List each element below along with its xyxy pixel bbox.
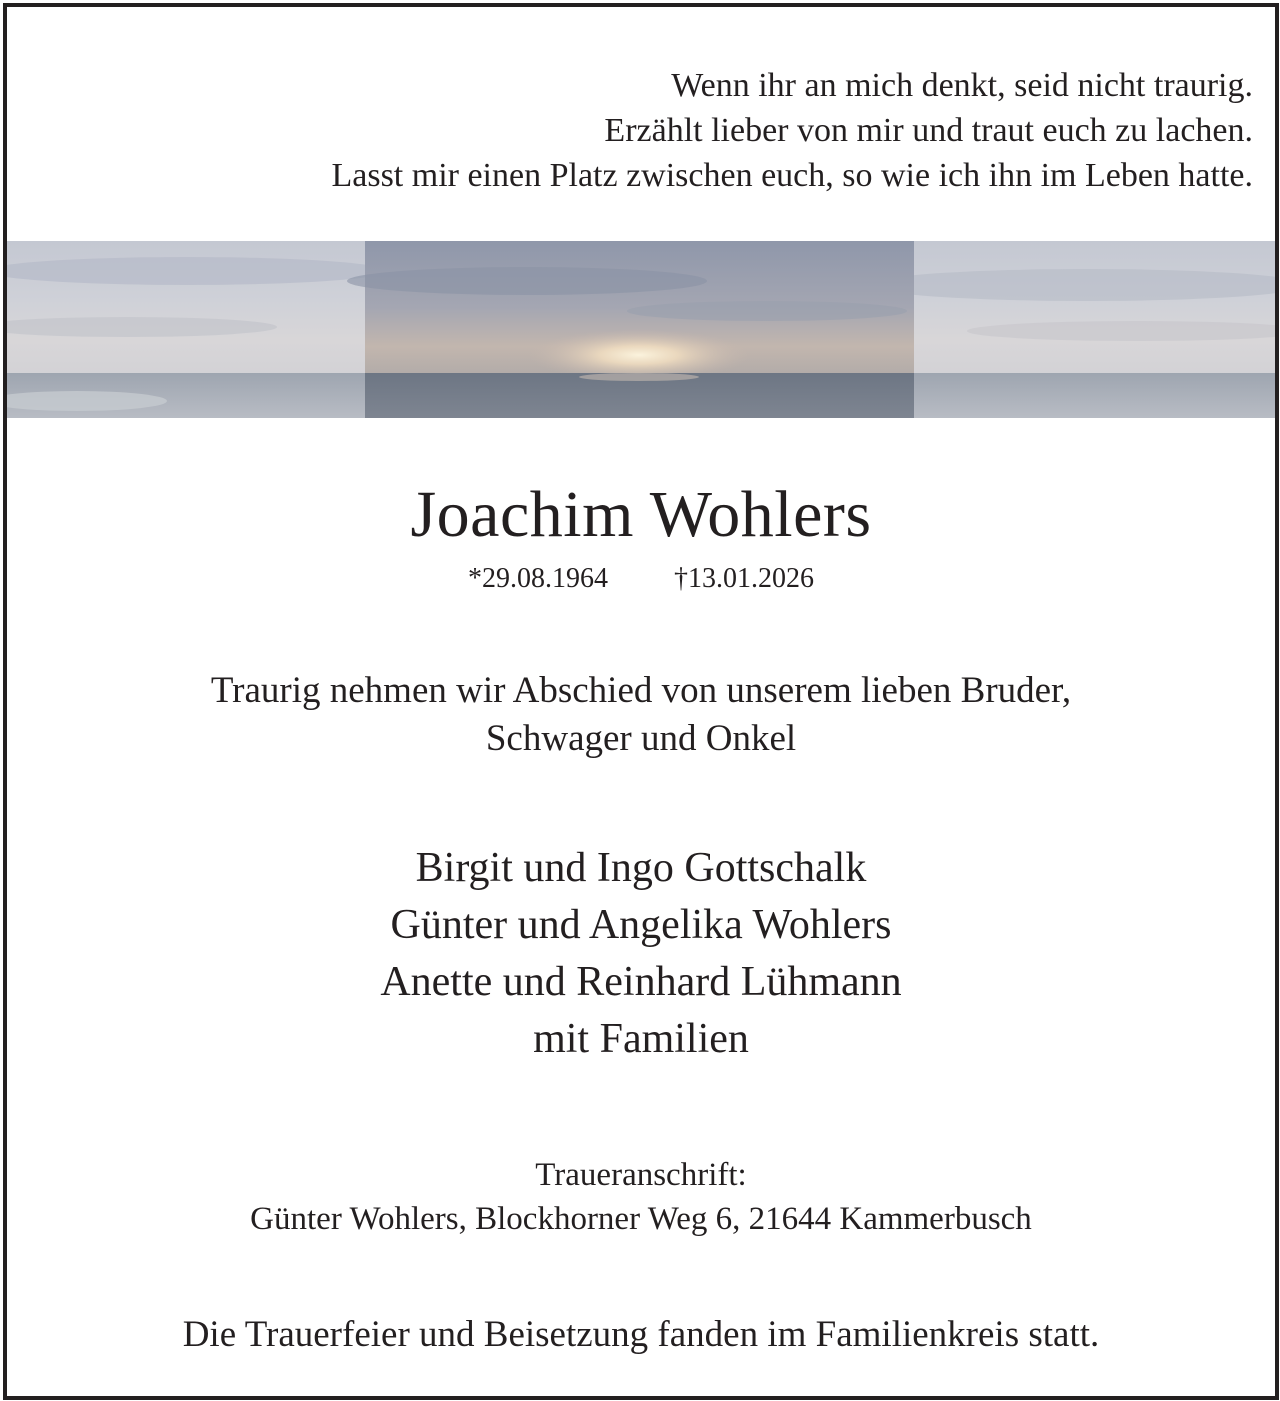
farewell-line: Schwager und Onkel	[485, 718, 797, 759]
death-date: †13.01.2026	[674, 563, 814, 594]
mourner: Anette und Reinhard Lühmann	[380, 959, 902, 1005]
sea-sunset-photo	[7, 241, 1275, 418]
farewell-line: Traurig nehmen wir Abschied von unserem lieben Bruder,	[210, 670, 1072, 711]
mourning-address	[7, 1153, 1275, 1241]
address-label: Traueranschrift:	[535, 1157, 747, 1193]
mourner: Birgit und Ingo Gottschalk	[415, 845, 867, 891]
poem-line: Lasst mir einen Platz zwischen euch, so wie ich ihn im Leben hatte.	[331, 157, 1253, 194]
birth-date: *29.08.1964	[468, 563, 608, 594]
address-value: Günter Wohlers, Blockhorner Weg 6, 21644 Kammerbusch	[250, 1201, 1032, 1237]
obituary-frame	[3, 3, 1279, 1400]
life-dates	[7, 562, 1275, 596]
deceased-name: Joachim Wohlers	[410, 478, 872, 551]
poem	[331, 63, 1253, 198]
poem-line: Wenn ihr an mich denkt, seid nicht traurig.	[671, 67, 1253, 104]
mourner: Günter und Angelika Wohlers	[390, 902, 892, 948]
farewell-text	[7, 667, 1275, 763]
mourner: mit Familien	[533, 1016, 749, 1062]
ceremony-note: Die Trauerfeier und Beisetzung fanden im Familienkreis statt.	[182, 1314, 1100, 1355]
poem-line: Erzählt lieber von mir und traut euch zu lachen.	[604, 112, 1253, 149]
mourners-list	[7, 840, 1275, 1068]
